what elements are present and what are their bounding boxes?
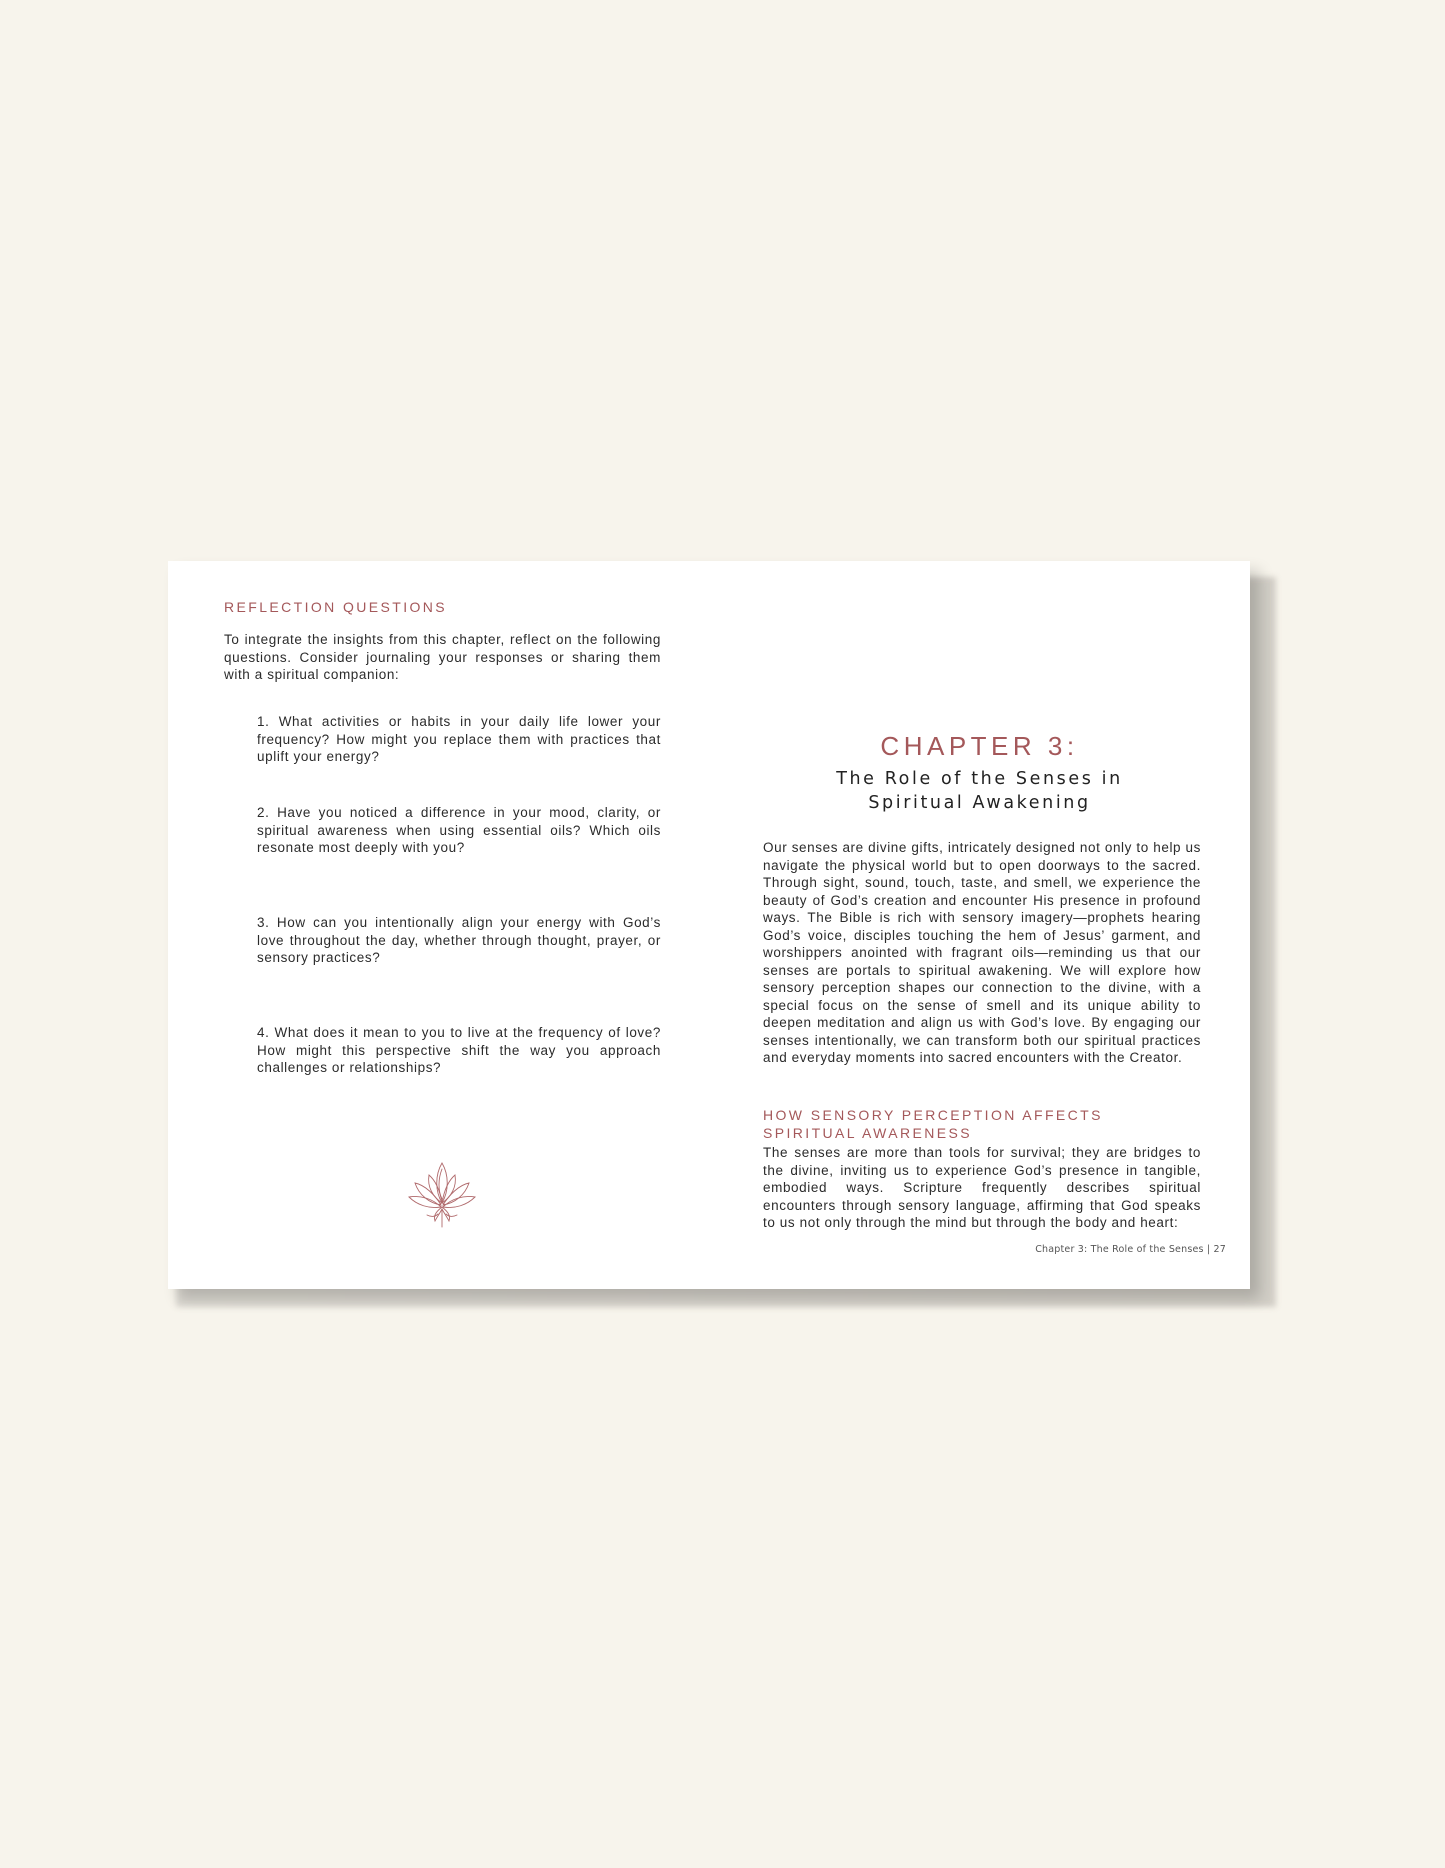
lotus-icon	[405, 1157, 479, 1231]
question-item: 4. What does it mean to you to live at the frequency of love? How might this perspective shift the way you approach challenges or relationships?	[257, 1025, 661, 1075]
chapter-title	[709, 767, 1250, 815]
question-item: 2. Have you noticed a difference in your mood, clarity, or spiritual awareness when using essential oils? Which oils resonate most deeply with you?	[257, 805, 661, 855]
chapter-intro-paragraph: Our senses are divine gifts, intricately designed not only to help us navigate the physical world but to open doorways to the sacred. Through sight, sound, touch, taste, and smell, we experience the beauty of God’s creation and encounter His presence in profound ways. The Bible is rich with sensory imagery—prophets hearing God’s voice, disciples touching the hem of Jesus’ garment, and worshippers anointed with fragrant oils—reminding us that our senses are portals to spiritual awakening. We will explore how sensory perception shapes our connection to the divine, with a special focus on the sense of smell and its unique ability to deepen meditation and align us with God’s love. By engaging our senses intentionally, we can transform both our spiritual practices and everyday moments into sacred encounters with the Creator.	[763, 840, 1201, 1065]
book-spread	[168, 561, 1250, 1289]
right-page	[709, 561, 1250, 1289]
reflection-intro: To integrate the insights from this chapter, reflect on the following questions. Consider journaling your responses or sharing them with a spiritual companion:	[224, 632, 661, 682]
section-subheading	[763, 1106, 1201, 1142]
chapter-title-line: Spiritual Awakening	[868, 793, 1091, 813]
subheading-line: HOW SENSORY PERCEPTION AFFECTS	[763, 1107, 1103, 1123]
question-item: 1. What activities or habits in your daily life lower your frequency? How might you replace them with practices that uplift your energy?	[257, 714, 661, 764]
reflection-heading: REFLECTION QUESTIONS	[224, 599, 448, 615]
chapter-title-line: The Role of the Senses in	[836, 769, 1123, 789]
page-footer: Chapter 3: The Role of the Senses | 27	[1035, 1244, 1226, 1255]
left-page	[168, 561, 709, 1289]
chapter-label: CHAPTER 3:	[880, 731, 1079, 761]
question-item: 3. How can you intentionally align your energy with God’s love throughout the day, whether through thought, prayer, or sensory practices?	[257, 915, 661, 965]
section-paragraph: The senses are more than tools for survival; they are bridges to the divine, inviting us to experience God’s presence in tangible, embodied ways. Scripture frequently describes spiritual encounters through sensory language, affirming that God speaks to us not only through the mind but through the body and heart:	[763, 1145, 1201, 1230]
subheading-line: SPIRITUAL AWARENESS	[763, 1125, 972, 1141]
